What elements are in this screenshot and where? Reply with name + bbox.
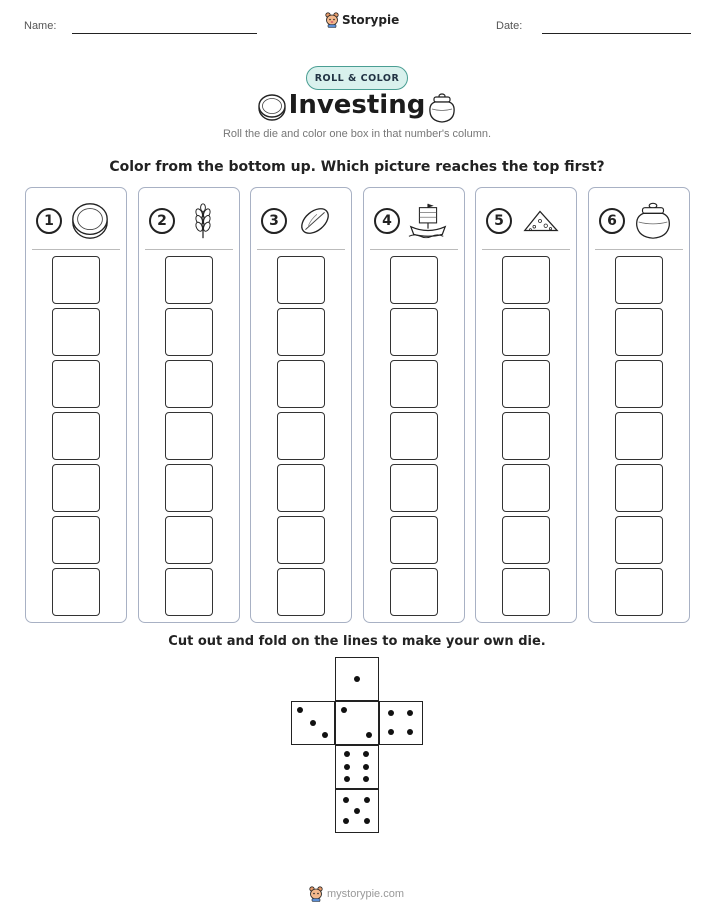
die-pip (354, 808, 360, 814)
column-number: 2 (149, 208, 175, 234)
column-6 (588, 187, 690, 623)
color-box[interactable] (615, 464, 663, 512)
date-line[interactable] (542, 33, 691, 34)
color-box[interactable] (165, 256, 213, 304)
column-4 (363, 187, 465, 623)
color-box[interactable] (52, 568, 100, 616)
color-box[interactable] (502, 464, 550, 512)
column-number: 4 (374, 208, 400, 234)
die-pip (322, 732, 328, 738)
column-header (261, 200, 341, 244)
column-divider (145, 249, 233, 250)
color-box[interactable] (502, 308, 550, 356)
color-box[interactable] (502, 568, 550, 616)
die-pip (344, 764, 350, 770)
die-pip (366, 732, 372, 738)
color-box[interactable] (390, 568, 438, 616)
column-divider (595, 249, 683, 250)
color-box[interactable] (52, 308, 100, 356)
column-divider (257, 249, 345, 250)
die-face (335, 789, 379, 833)
die-pip (297, 707, 303, 713)
die-pip (354, 676, 360, 682)
die-pip (407, 729, 413, 735)
column-divider (482, 249, 570, 250)
coin-icon (68, 200, 112, 242)
color-box[interactable] (390, 360, 438, 408)
color-box[interactable] (502, 360, 550, 408)
color-box[interactable] (277, 464, 325, 512)
column-header (599, 200, 679, 244)
color-box[interactable] (52, 464, 100, 512)
color-box[interactable] (615, 516, 663, 564)
die-pip (341, 707, 347, 713)
color-box[interactable] (277, 412, 325, 460)
color-box[interactable] (390, 256, 438, 304)
column-divider (370, 249, 458, 250)
die-pip (388, 710, 394, 716)
color-box[interactable] (390, 308, 438, 356)
die-face (379, 701, 423, 745)
color-box[interactable] (615, 412, 663, 460)
die-pip (363, 751, 369, 757)
color-box[interactable] (277, 360, 325, 408)
color-box[interactable] (277, 256, 325, 304)
brand-name: Storypie (342, 13, 400, 27)
color-box[interactable] (52, 412, 100, 460)
seed-icon (293, 200, 337, 242)
footer-url[interactable]: mystorypie.com (327, 888, 405, 900)
color-box[interactable] (390, 412, 438, 460)
color-box[interactable] (615, 568, 663, 616)
die-face (335, 701, 379, 745)
color-box[interactable] (165, 360, 213, 408)
color-box[interactable] (165, 516, 213, 564)
die-pip (343, 797, 349, 803)
color-box[interactable] (52, 516, 100, 564)
column-1 (25, 187, 127, 623)
honey-pot-icon (631, 200, 675, 242)
name-line[interactable] (72, 33, 257, 34)
instruction-text: Color from the bottom up. Which picture reaches the top first? (109, 159, 605, 175)
die-pip (388, 729, 394, 735)
color-box[interactable] (615, 360, 663, 408)
column-2 (138, 187, 240, 623)
brand-logo (325, 12, 399, 28)
color-box[interactable] (502, 412, 550, 460)
page-title: Investing (288, 90, 426, 120)
column-header (374, 200, 454, 244)
name-label: Name: (24, 20, 57, 32)
column-header (486, 200, 566, 244)
storypie-mascot-icon (325, 12, 339, 28)
honey-pot-icon (427, 92, 457, 124)
column-number: 5 (486, 208, 512, 234)
column-header (149, 200, 229, 244)
column-header (36, 200, 116, 244)
column-divider (32, 249, 120, 250)
die-pip (363, 764, 369, 770)
wheat-icon (181, 200, 225, 242)
die-pip (363, 776, 369, 782)
color-box[interactable] (52, 256, 100, 304)
cheese-icon (518, 200, 562, 242)
color-box[interactable] (277, 568, 325, 616)
color-box[interactable] (52, 360, 100, 408)
roll-and-color-badge: ROLL & COLOR (306, 66, 408, 90)
die-pip (407, 710, 413, 716)
die-pip (344, 751, 350, 757)
color-box[interactable] (165, 568, 213, 616)
color-box[interactable] (390, 464, 438, 512)
column-number: 3 (261, 208, 287, 234)
die-pip (364, 797, 370, 803)
color-box[interactable] (277, 308, 325, 356)
storypie-mascot-icon (309, 886, 323, 902)
die-face (335, 745, 379, 789)
die-face (291, 701, 335, 745)
color-box[interactable] (277, 516, 325, 564)
subtitle: Roll the die and color one box in that number's column. (222, 128, 492, 140)
column-number: 1 (36, 208, 62, 234)
date-label: Date: (496, 20, 523, 32)
ship-icon (406, 200, 450, 242)
color-box[interactable] (165, 412, 213, 460)
column-5 (475, 187, 577, 623)
column-number: 6 (599, 208, 625, 234)
color-box[interactable] (390, 516, 438, 564)
color-box[interactable] (165, 308, 213, 356)
die-pip (344, 776, 350, 782)
die-face (335, 657, 379, 701)
column-3 (250, 187, 352, 623)
cut-instruction: Cut out and fold on the lines to make your own die. (168, 634, 546, 649)
color-box[interactable] (165, 464, 213, 512)
color-box[interactable] (615, 256, 663, 304)
color-box[interactable] (502, 516, 550, 564)
color-box[interactable] (502, 256, 550, 304)
footer (309, 886, 404, 902)
die-pip (364, 818, 370, 824)
color-box[interactable] (615, 308, 663, 356)
die-pip (343, 818, 349, 824)
die-pip (310, 720, 316, 726)
